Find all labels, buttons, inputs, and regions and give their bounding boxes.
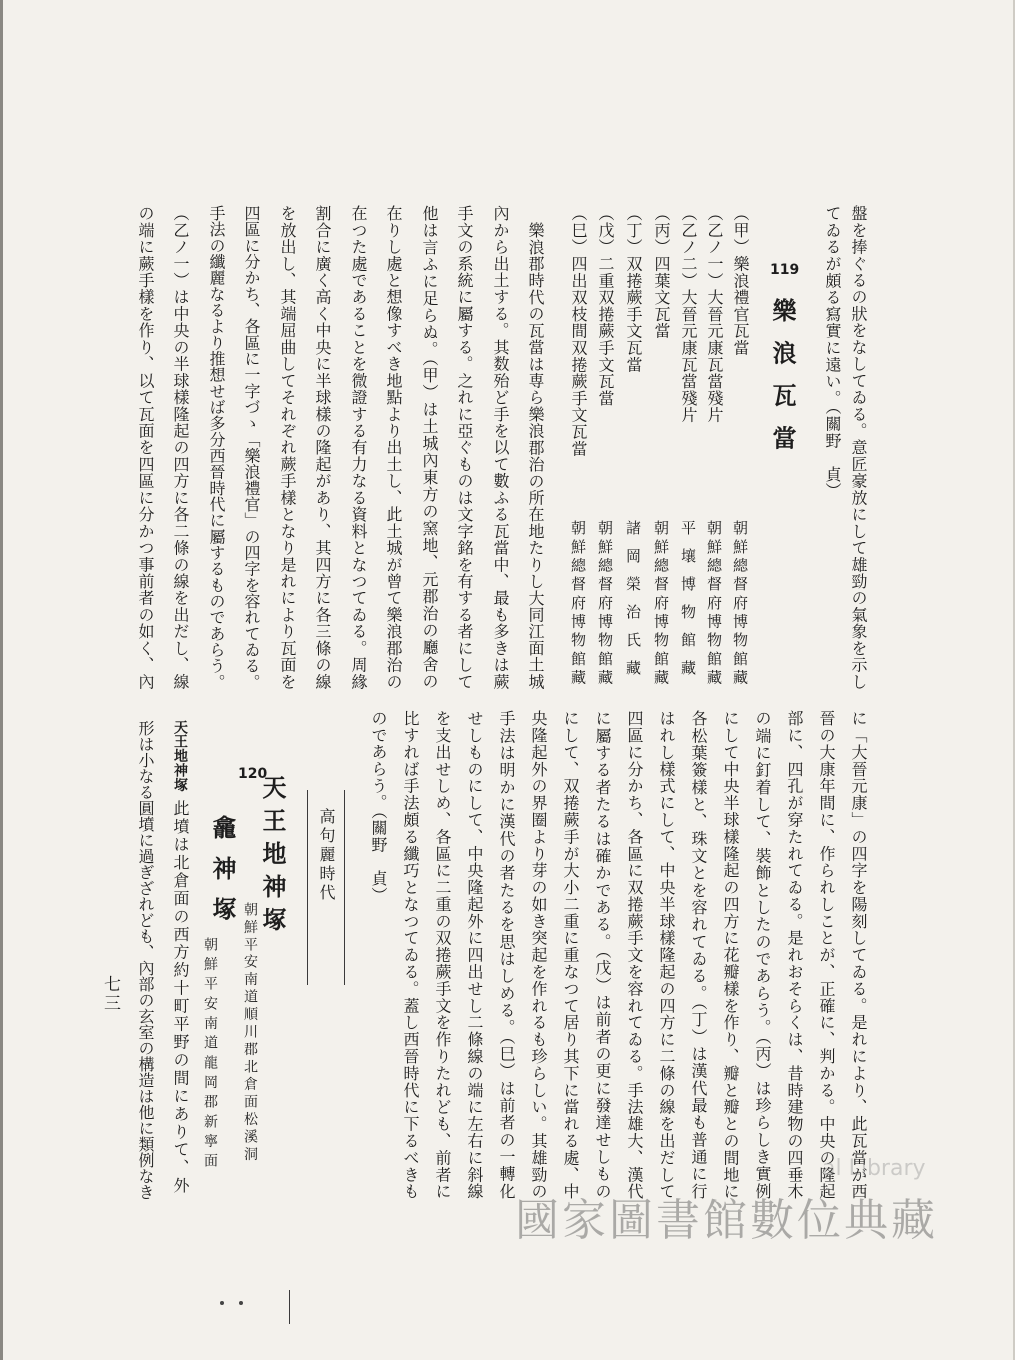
intro-line: 盤を捧ぐるの狀をなしてゐる。意匠豪放にして雄勁の氣象を示し [849,205,868,690]
item-label: （戊）二重双捲蕨手文瓦當 [596,205,615,407]
item-label: （甲）樂浪禮官瓦當 [731,205,750,357]
item-owner: 朝鮮總督府博物館藏 [731,520,749,688]
item-owner: 朝鮮總督府博物館藏 [652,520,670,688]
body-line: 部に、四孔が穿たれてゐる。是れおそらくは、昔時建物の四垂木 [785,710,804,1200]
watermark-english: al Library [822,1156,926,1181]
item-label: （乙ノ二）大晉元康瓦當殘片 [679,205,698,424]
body-line: 四區に分かち、各區に双捲蕨手文を容れてゐる。手法雄大、漢代 [625,710,644,1200]
body-line: 手法は明かに漢代の者たるを思はしめる。（巳）は前者の一轉化 [497,710,516,1200]
body-line: 內から出土する。其数殆ど手を以て數ふる瓦當中、最も多きは蕨 [491,205,510,690]
location-2: 朝鮮平安南道龍岡郡新寧面 [202,937,218,1173]
print-tick [289,1290,290,1324]
era-heading: 高句麗時代 [317,808,336,903]
body-line: 在りし處と想像すべき地點より出土し、此土城が曾て樂浪郡治の [384,205,403,690]
item-owner: 朝鮮總督府博物館藏 [705,520,723,688]
body-line: せしものにして、中央隆起外に四出せし二條線の端に左右に斜線 [465,710,484,1200]
section-title-rakuro-gato: 樂浪瓦當 [768,298,797,468]
section-title-gansinzuka: 龕神塚 [208,815,237,937]
body-line: はれし樣式にして、中央半球樣隆起の四方に二條の線を出だして [657,710,676,1200]
body-line: を支出せしめ、各區に二重の双捲蕨手文を作りたれども、前者に [433,710,452,1200]
paragraph-label: 天王地神塚 [172,720,188,792]
item-owner: 諸岡榮治氏藏 [624,520,642,688]
page-number: 七三 [100,975,120,1013]
body-line: を放出し、其端屈曲してそれぞれ蕨手樣となり是れにより瓦面を [278,205,297,690]
body-line: 手法の纖麗なるより推想せば多分西晉時代に屬するものであらう。 [207,205,226,690]
location-1: 朝鮮平安南道順川郡北倉面松溪洞 [242,902,258,1164]
body-line: 央隆起外の界圈より芽の如き突起を作れるも珍らしい。其雄勁の [529,710,548,1200]
body-line: にして中央半球樣隆起の四方に花瓣樣を作り、瓣と瓣との間地に [721,710,740,1200]
body-line: の端に釘着して、裝飾としたのであらう。（丙）は珍らしき實例 [753,710,772,1200]
body-line: 手文の系統に屬する。之れに亞ぐものは文字銘を有する者にして [455,205,474,690]
era-rule-left [307,790,308,985]
item-owner: 朝鮮總督府博物館藏 [596,520,614,688]
body-line: 他は言ふに足らぬ。（甲）は土城內東方の窯地、元郡治の廳舍の [420,205,439,690]
section-number-120: 120 [238,766,268,782]
body-line: 晉の大康年間に、作られしことが、正確に、判かる。中央の隆起 [817,710,836,1200]
era-rule-right [344,790,345,985]
body-line: 此墳は北倉面の西方約十町平野の間にありて、外 [171,800,190,1195]
item-label: （丙）四葉文瓦當 [652,205,671,340]
item-label: （丁）双捲蕨手文瓦當 [624,205,643,373]
item-owner: 平壤博物館藏 [679,520,697,688]
body-line: 比すれば手法頗る纖巧となつてゐる。蓋し西晉時代に下るべきも [401,710,420,1200]
section-title-tennochijinzuka: 天王地神塚 [258,775,287,940]
body-line: 各松葉簽樣と、珠文とを容れてゐる。（丁）は漢代最も普通に行 [689,710,708,1200]
body-line: のであらう。（關野 貞） [369,710,388,904]
body-line: 形は小なる圓墳に過ぎざれども、內部の玄室の構造は他に類例なき [136,720,155,1200]
watermark: 國家圖書館數位典藏 [515,1195,938,1246]
section-number-119: 119 [770,262,800,278]
print-dot [239,1301,243,1305]
body-line: 在つた處であることを微證する有力なる資料となつてゐる。周緣 [349,205,368,690]
print-dot [220,1301,224,1305]
body-line: 四區に分かち、各區に一字づゝ「樂浪禮官」の四字を容れてゐる。 [242,205,261,690]
body-line: の端に蕨手樣を作り、以て瓦面を四區に分かつ事前者の如く、內 [136,205,155,690]
item-owner: 朝鮮總督府博物館藏 [569,520,587,688]
body-line: に屬する者たるは確かである。（戊）は前者の更に發達せしもの [593,710,612,1200]
body-line: 樂浪郡時代の瓦當は専ら樂浪郡治の所在地たりし大同江面土城 [526,222,545,690]
body-line: にして、双捲蕨手が大小二重に重なつて居り其下に當れる處、中 [561,710,580,1200]
body-line: に「大晉元康」の四字を陽刻してゐる。是れにより、此瓦當が西 [849,710,868,1200]
body-line: 割合に廣く高く中央に半球樣の隆起があり、其四方に各三條の線 [313,205,332,690]
item-label: （乙ノ一）大晉元康瓦當殘片 [705,205,724,424]
item-label: （巳）四出双枝間双捲蕨手文瓦當 [569,205,588,457]
body-line: （乙ノ一）は中央の半球樣隆起の四方に各二條の線を出だし、線 [171,205,190,690]
intro-line: てゐるが頗る寫實に遠い。（關野 貞） [823,205,842,500]
